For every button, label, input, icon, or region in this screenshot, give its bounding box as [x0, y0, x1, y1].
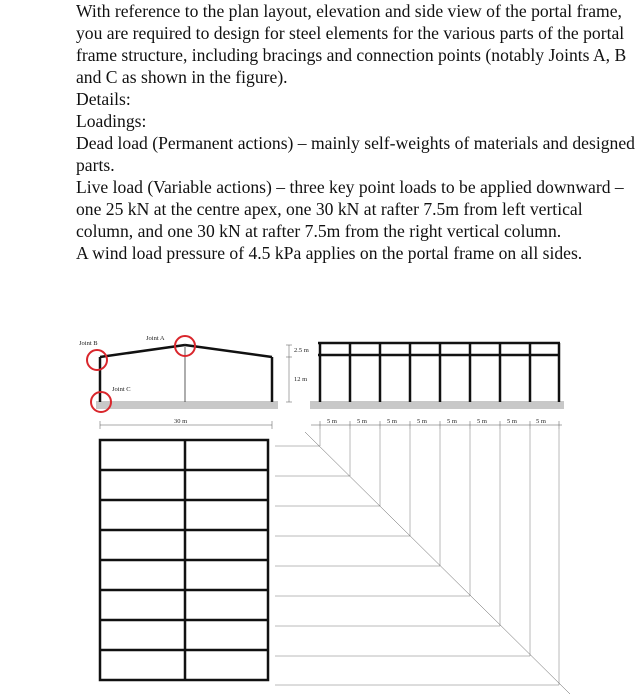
loadings-heading: Loadings: — [76, 111, 147, 131]
bay-label: 5 m — [536, 418, 546, 425]
left-rafter — [100, 345, 185, 357]
rise-label: 2.5 m — [294, 347, 309, 354]
bay-label: 5 m — [387, 418, 397, 425]
bay-label: 5 m — [417, 418, 427, 425]
intro-paragraph: With reference to the plan layout, elevation and side view of the portal frame, you are required to design for steel elements for the various parts of the portal frame structure, including bracings and connection points (notably Joints A, B and C as shown in the figure). — [76, 1, 627, 87]
plan-view — [100, 440, 268, 680]
joint-b-marker — [87, 350, 107, 370]
details-heading: Details: — [76, 89, 131, 109]
bay-label: 5 m — [447, 418, 457, 425]
span-label: 30 m — [174, 418, 188, 425]
projection-lines — [275, 429, 570, 694]
wind-load-paragraph: A wind load pressure of 4.5 kPa applies on the portal frame on all sides. — [76, 243, 583, 263]
joint-b-label: Joint B — [79, 340, 98, 347]
joint-a-label: Joint A — [146, 335, 165, 342]
side-columns — [320, 343, 559, 402]
bay-label: 5 m — [327, 418, 337, 425]
side-view — [310, 343, 564, 429]
bay-label: 5 m — [477, 418, 487, 425]
side-ground-strip — [310, 401, 564, 409]
live-load-paragraph: Live load (Variable actions) – three key point loads to be applied downward – one 25 kN at the centre apex, one 30 kN at rafter 7.5m from left vertical column, and one 30 kN at rafter 7.5m from the right vertical column. — [76, 177, 624, 241]
ground-strip — [96, 401, 278, 409]
bay-label: 5 m — [507, 418, 517, 425]
column-height-label: 12 m — [294, 376, 308, 383]
elevation-view — [79, 335, 309, 429]
right-rafter — [185, 345, 272, 357]
joint-c-label: Joint C — [112, 386, 131, 393]
bay-label: 5 m — [357, 418, 367, 425]
dead-load-paragraph: Dead load (Permanent actions) – mainly self-weights of materials and designed parts. — [76, 133, 635, 175]
